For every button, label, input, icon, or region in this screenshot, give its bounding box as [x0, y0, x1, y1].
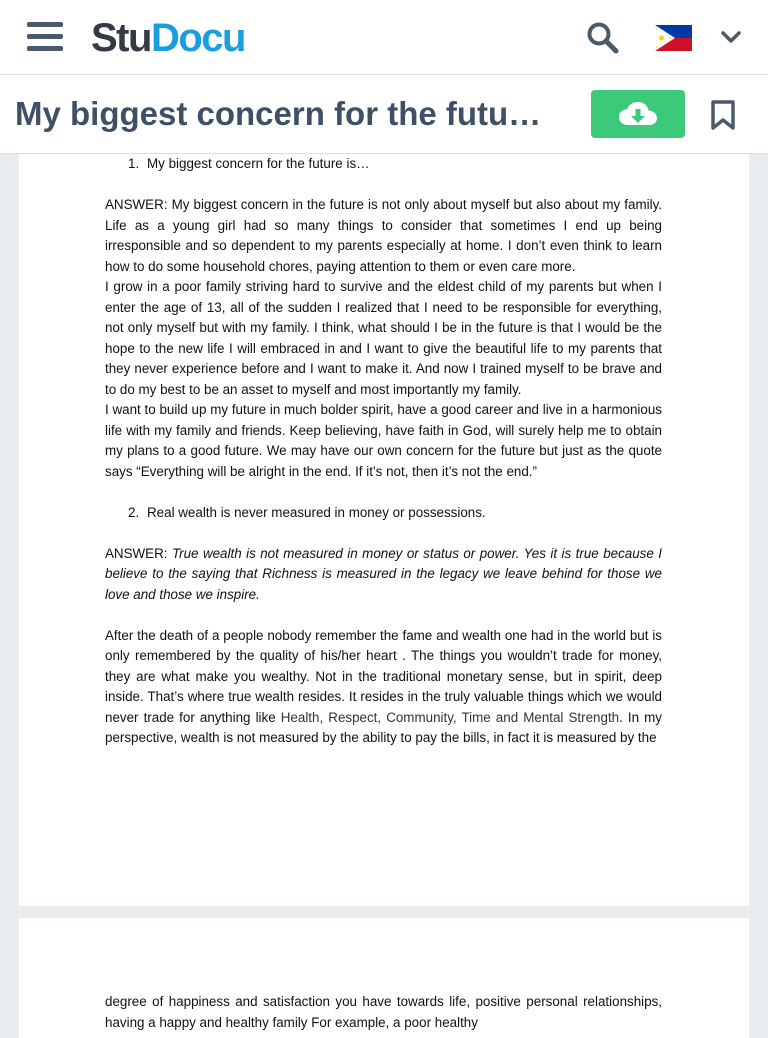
- answer-1-paragraph-2: I grow in a poor family striving hard to survive and the eldest child of my parents but when I enter the age of 13, all of the sudden I realized that I need to be responsible for everything, not only myself but with my family. I think, what should I be in the future is that I would be the hope to the new life I will embraced in and I want to give the beautiful life to my parents that they never experience before and I want to make it. And now I trained myself to be brave and to do my best to be an asset to myself and most importantly my family.: [105, 279, 662, 397]
- question-1: [105, 154, 662, 175]
- page-1-content: [105, 154, 662, 749]
- document-title-bar: [0, 75, 768, 154]
- chevron-down-icon[interactable]: [719, 27, 743, 47]
- page-2-paragraph: degree of happiness and satisfaction you have towards life, positive personal relationships, having a happy and healthy family For example, a poor healthy: [105, 994, 662, 1030]
- question-1-text: My biggest concern for the future is…: [147, 156, 370, 171]
- top-navbar: [0, 0, 768, 75]
- answer-2-value-list: Health, Respect, Community, Time and Mental Strength: [280, 709, 620, 725]
- question-2-number: 2.: [128, 504, 140, 520]
- download-button[interactable]: [591, 90, 685, 138]
- answer-2-label: ANSWER:: [105, 545, 172, 561]
- answer-1-paragraph-1: ANSWER: My biggest concern in the future is not only about myself but also about my family. Life as a young girl had so many things to consider that sometimes I end up being irresponsible and so dependent to my parents especially at home. I don’t even think to learn how to do some household chores, paying attention to them or even care more.: [105, 197, 662, 274]
- answer-2-paragraph-2-start: After the death of a people nobody remember the fame and wealth one had in the world but is only remembered by the quality of his/her heart . The things you wouldn’t trade for money, they are what make you wealthy. Not in the traditional monetary sense, but in spirit, deep inside. That’s where true wealth resides. It resides in the truly valuable things which we would never trade for anything like: [105, 627, 662, 725]
- document-page-2: [19, 918, 749, 1038]
- question-1-number: 1.: [128, 156, 140, 171]
- answer-2-paragraph-2: [105, 626, 662, 749]
- answer-2-italic-text: True wealth is not measured in money or status or power. Yes it is true because I believe to the saying that Richness is measured in the legacy we leave behind for those we love and those we inspire.: [105, 545, 663, 602]
- answer-2-paragraph-1: [105, 544, 662, 606]
- philippines-flag-icon[interactable]: [655, 25, 692, 51]
- bookmark-icon[interactable]: [709, 100, 737, 130]
- logo-part-docu: Docu: [150, 16, 245, 60]
- document-page-1: [19, 154, 749, 906]
- cloud-download-icon: [618, 101, 658, 127]
- studocu-logo[interactable]: [91, 14, 245, 62]
- question-2: [105, 503, 662, 524]
- logo-part-stu: Stu: [91, 16, 151, 60]
- answer-1-paragraph-3: I want to build up my future in much bolder spirit, have a good career and live in a harmonious life with my family and friends. Keep believing, have faith in God, will surely help me to obtain my plans to a good future. We may have our own concern for the future but just as the quote says “Everything will be alright in the end. If it’s not, then it’s not the end.”: [105, 402, 662, 479]
- page-2-content: [105, 992, 662, 1033]
- answer-2-paragraph-2-end: . In my perspective, wealth is not measured by the ability to pay the bills, in fact it is measured by the: [105, 709, 663, 745]
- search-icon[interactable]: [585, 20, 621, 56]
- question-2-text: Real wealth is never measured in money or possessions.: [147, 504, 486, 520]
- document-title: My biggest concern for the futu…: [15, 95, 542, 132]
- hamburger-menu-icon[interactable]: [27, 22, 63, 52]
